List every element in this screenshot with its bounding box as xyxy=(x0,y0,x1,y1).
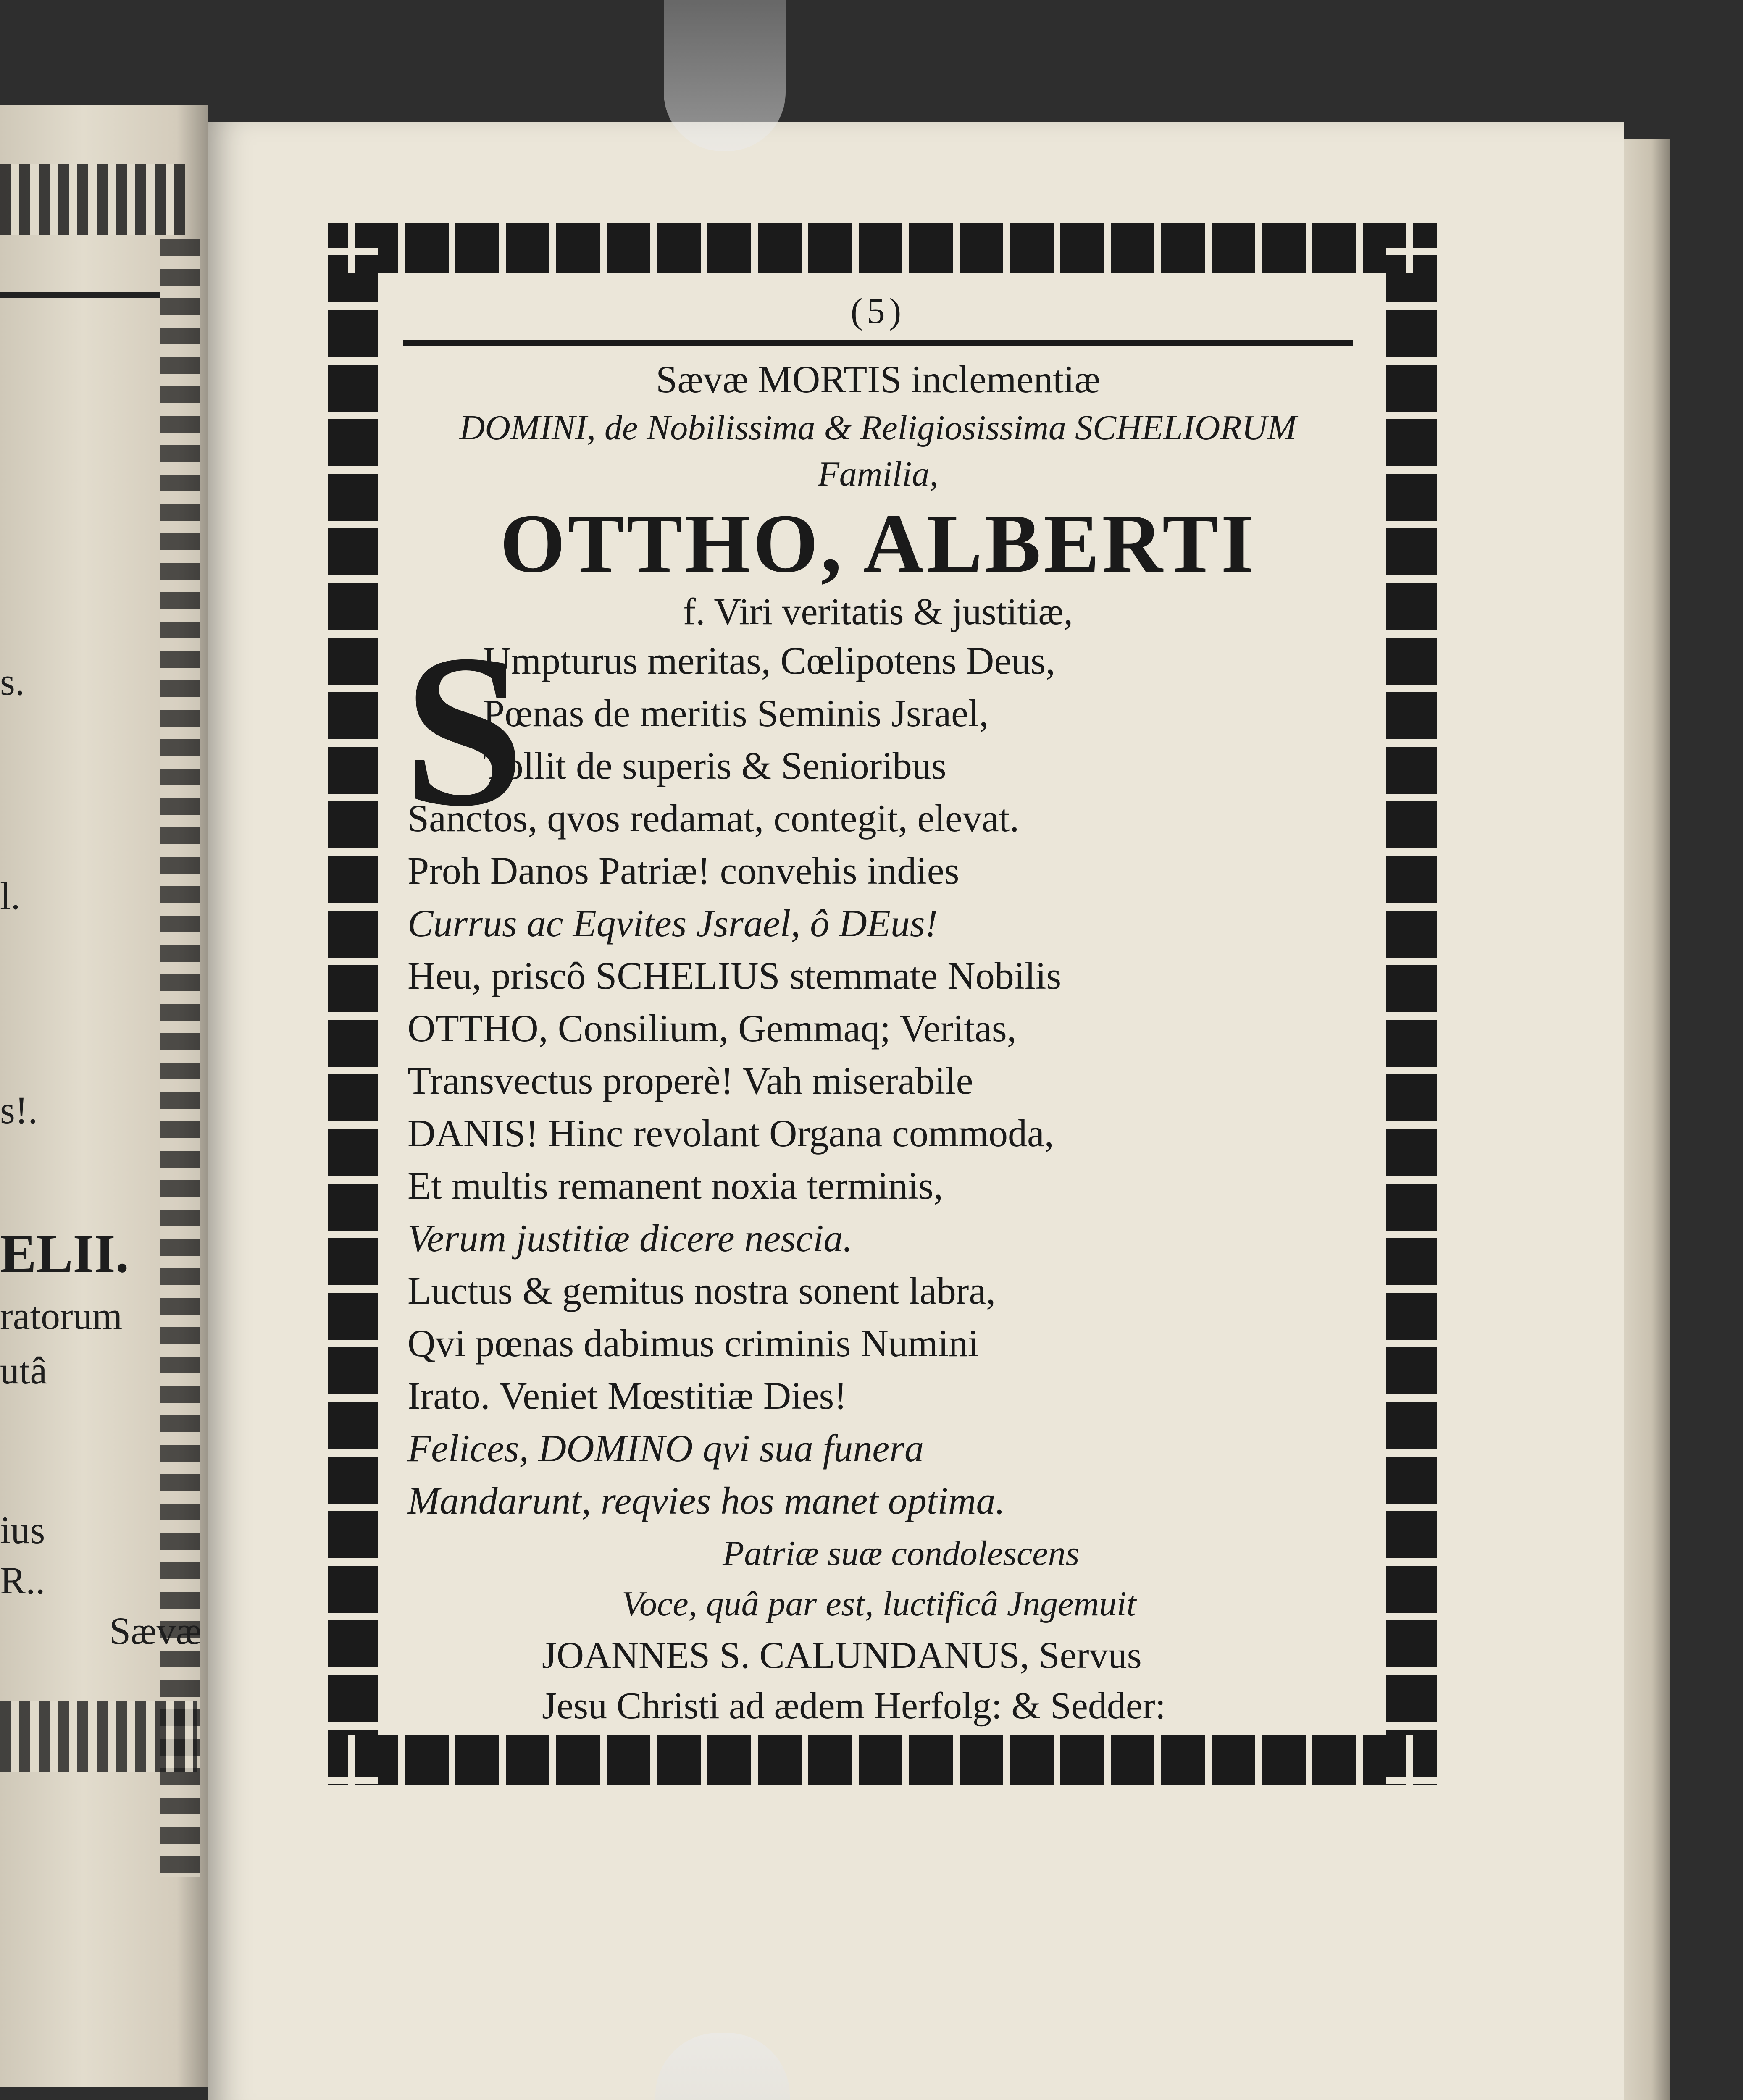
ornament-band xyxy=(0,164,185,235)
text-fragment: R.. xyxy=(0,1559,45,1602)
poem-line: Verum justitiæ dicere nescia. xyxy=(407,1217,853,1260)
poem-line: Proh Danos Patriæ! convehis indies xyxy=(407,849,960,892)
heading-line: Familia, xyxy=(818,454,939,494)
text-fragment: s. xyxy=(0,660,25,703)
rule-line xyxy=(0,292,160,298)
poem-line: Transvectus properè! Vah miserabile xyxy=(407,1059,973,1102)
poem-line: Umpturus meritas, Cœlipotens Deus, xyxy=(483,639,1055,682)
poem-line: Pœnas de meritis Seminis Jsrael, xyxy=(483,692,989,735)
heading-line: DOMINI, de Nobilissima & Religiosissima SCHELIORUM xyxy=(459,408,1297,447)
printed-text-block xyxy=(403,277,1365,1730)
text-fragment: ius xyxy=(0,1509,45,1551)
title-name: OTTHO, ALBERTI xyxy=(500,497,1256,590)
signature-line: Voce, quâ par est, luctificâ Jngemuit xyxy=(622,1584,1136,1623)
text-fragment: l. xyxy=(0,874,21,917)
text-fragment: Sævæ xyxy=(109,1609,202,1652)
page-number: (5) xyxy=(850,291,906,331)
ornament-band xyxy=(0,1701,197,1772)
signature-line: Patriæ suæ condolescens xyxy=(723,1534,1080,1573)
signature-name: JOANNES S. CALUNDANUS, Servus xyxy=(542,1635,1142,1676)
poem-line: DANIS! Hinc revolant Organa commoda, xyxy=(407,1112,1054,1155)
poem-line: Irato. Veniet Mœstitiæ Dies! xyxy=(407,1374,847,1417)
page-edge xyxy=(1624,139,1670,2100)
book-clamp xyxy=(664,0,786,151)
poem-line: Et multis remanent noxia terminis, xyxy=(407,1164,943,1207)
signature-line: Jesu Christi ad ædem Herfolg: & Sedder: xyxy=(542,1685,1166,1727)
text-fragment: s!. xyxy=(0,1089,38,1131)
heading-line: Sævæ MORTIS inclementiæ xyxy=(656,358,1100,401)
poem-line: Luctus & gemitus nostra sonent labra, xyxy=(407,1269,996,1312)
poem-line: Tollit de superis & Senioribus xyxy=(483,744,946,787)
drop-cap: S xyxy=(403,610,525,851)
text-fragment: utâ xyxy=(0,1349,47,1392)
poem-line: Qvi pœnas dabimus criminis Numini xyxy=(407,1322,979,1365)
poem-line: Heu, priscô SCHELIUS stemmate Nobilis xyxy=(407,954,1062,997)
rule-line xyxy=(403,340,1353,346)
poem-line: OTTHO, Consilium, Gemmaq; Veritas, xyxy=(407,1007,1017,1050)
left-page xyxy=(0,105,208,2087)
text-fragment: ELII. xyxy=(0,1223,129,1284)
heading-line: f. Viri veritatis & justitiæ, xyxy=(683,591,1073,633)
text-fragment: ratorum xyxy=(0,1294,123,1337)
poem-line: Sanctos, qvos redamat, contegit, elevat. xyxy=(407,797,1020,840)
poem-line: Felices, DOMINO qvi sua funera xyxy=(407,1427,924,1470)
poem-line: Mandarunt, reqvies hos manet optima. xyxy=(407,1479,1005,1522)
poem-line: Currus ac Eqvites Jsrael, ô DEus! xyxy=(407,902,938,945)
